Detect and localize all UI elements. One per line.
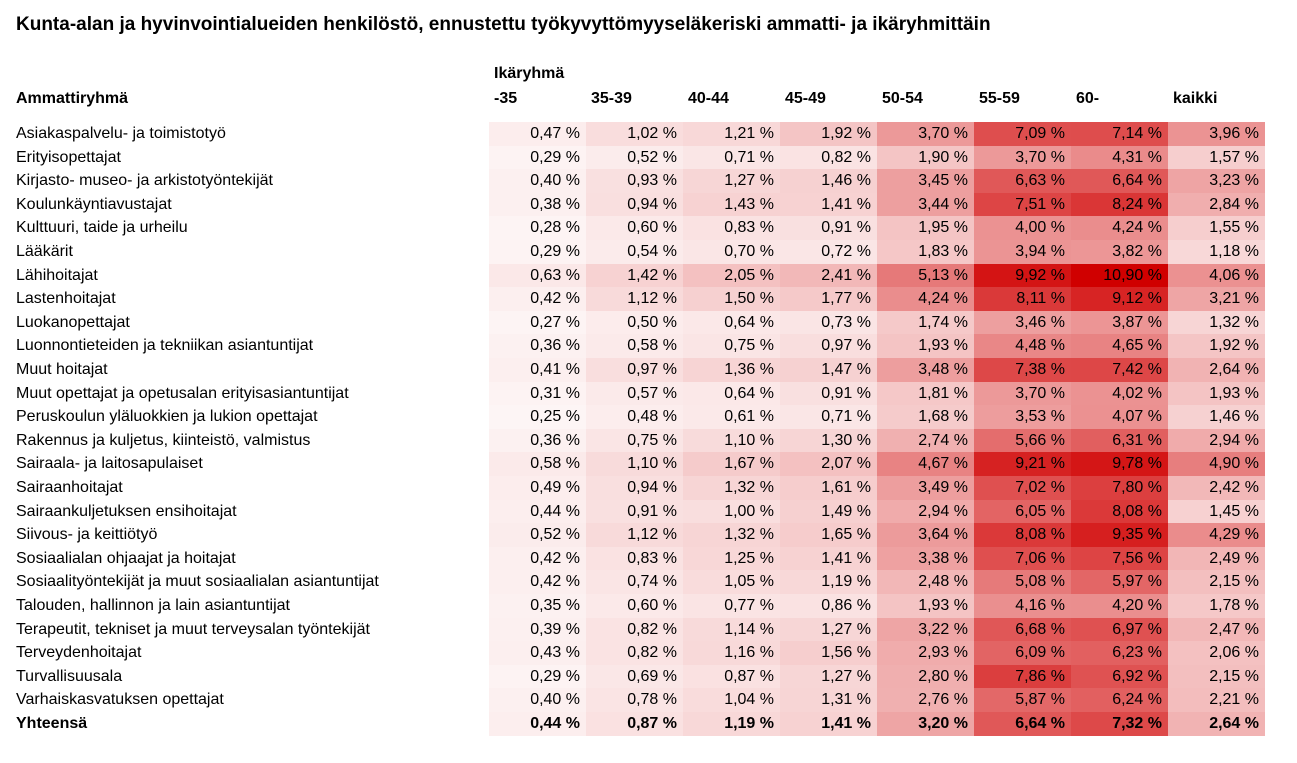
heatmap-cell: 3,87 % (1071, 311, 1168, 335)
heatmap-cell: 1,04 % (683, 688, 780, 712)
heatmap-cell: 0,75 % (683, 334, 780, 358)
heatmap-cell: 0,72 % (780, 240, 877, 264)
heatmap-cell: 3,70 % (877, 122, 974, 146)
heatmap-cell: 1,32 % (683, 476, 780, 500)
heatmap-cell: 6,31 % (1071, 429, 1168, 453)
row-label: Koulunkäyntiavustajat (16, 195, 172, 213)
heatmap-cell: 2,49 % (1168, 547, 1265, 571)
row-label: Peruskoulun yläluokkien ja lukion opettajat (16, 408, 318, 426)
heatmap-cell: 3,44 % (877, 193, 974, 217)
heatmap-cell: 0,49 % (489, 476, 586, 500)
heatmap-cell: 2,15 % (1168, 570, 1265, 594)
heatmap-cell: 2,93 % (877, 641, 974, 665)
heatmap-cell: 9,78 % (1071, 452, 1168, 476)
heatmap-cell: 0,64 % (683, 382, 780, 406)
heatmap-cell: 1,77 % (780, 287, 877, 311)
heatmap-cell: 1,46 % (780, 169, 877, 193)
row-label: Asiakaspalvelu- ja toimistotyö (16, 125, 226, 142)
heatmap-cell: 3,21 % (1168, 287, 1265, 311)
heatmap-cell: 5,66 % (974, 429, 1071, 453)
heatmap-cell: 6,64 % (1071, 169, 1168, 193)
heatmap-cell: 5,13 % (877, 264, 974, 288)
heatmap-cell: 1,05 % (683, 570, 780, 594)
heatmap-cell: 3,23 % (1168, 169, 1265, 193)
heatmap-cell: 7,80 % (1071, 476, 1168, 500)
heatmap-cell: 4,31 % (1071, 146, 1168, 170)
heatmap-cell: 6,24 % (1071, 688, 1168, 712)
heatmap-cell: 1,21 % (683, 122, 780, 146)
heatmap-cell: 0,47 % (489, 122, 586, 146)
row-label: Kirjasto- museo- ja arkistotyöntekijät (16, 172, 273, 190)
heatmap-cell: 1,10 % (586, 452, 683, 476)
heatmap-cell: 7,42 % (1071, 358, 1168, 382)
heatmap-cell: 0,52 % (586, 146, 683, 170)
heatmap-cell: 0,38 % (489, 193, 586, 217)
heatmap-cell: 2,42 % (1168, 476, 1265, 500)
heatmap-cell: 1,02 % (586, 122, 683, 146)
heatmap-cell: 2,05 % (683, 264, 780, 288)
heatmap-cell: 0,94 % (586, 193, 683, 217)
heatmap-cell: 2,15 % (1168, 665, 1265, 689)
heatmap-cell: 4,24 % (1071, 216, 1168, 240)
heatmap-cell: 6,09 % (974, 641, 1071, 665)
heatmap-cell: 1,56 % (780, 641, 877, 665)
total-cell: 0,87 % (586, 712, 683, 736)
heatmap-cell: 0,50 % (586, 311, 683, 335)
heatmap-cell: 2,80 % (877, 665, 974, 689)
heatmap-cell: 0,78 % (586, 688, 683, 712)
heatmap-cell: 2,47 % (1168, 618, 1265, 642)
heatmap-cell: 0,29 % (489, 665, 586, 689)
heatmap-cell: 0,83 % (586, 547, 683, 571)
row-label: Sosiaalialan ohjaajat ja hoitajat (16, 549, 236, 567)
heatmap-cell: 2,64 % (1168, 358, 1265, 382)
total-row-label: Yhteensä (16, 715, 88, 732)
heatmap-cell: 1,49 % (780, 500, 877, 524)
heatmap-cell: 1,93 % (877, 334, 974, 358)
heatmap-cell: 1,30 % (780, 429, 877, 453)
row-label: Muut opettajat ja opetusalan erityisasiantuntijat (16, 384, 349, 402)
heatmap-cell: 6,68 % (974, 618, 1071, 642)
heatmap-cell: 0,41 % (489, 358, 586, 382)
heatmap-cell: 0,42 % (489, 287, 586, 311)
heatmap-cell: 7,06 % (974, 547, 1071, 571)
heatmap-cell: 3,53 % (974, 405, 1071, 429)
heatmap-cell: 9,21 % (974, 452, 1071, 476)
row-label: Sairaanhoitajat (16, 479, 123, 496)
heatmap-cell: 1,46 % (1168, 405, 1265, 429)
heatmap-cell: 7,38 % (974, 358, 1071, 382)
row-label: Muut hoitajat (16, 361, 108, 378)
heatmap-cell: 0,71 % (683, 146, 780, 170)
age-group-label: Ikäryhmä (494, 65, 565, 82)
heatmap-cell: 4,48 % (974, 334, 1071, 358)
total-cell: 7,32 % (1071, 712, 1168, 736)
heatmap-cell: 2,94 % (877, 500, 974, 524)
heatmap-cell: 0,60 % (586, 216, 683, 240)
column-header: 45-49 (785, 90, 826, 107)
heatmap-cell: 0,60 % (586, 594, 683, 618)
heatmap-cell: 1,27 % (683, 169, 780, 193)
column-header: 55-59 (979, 90, 1020, 107)
heatmap-cell: 1,31 % (780, 688, 877, 712)
column-header: 35-39 (591, 90, 632, 107)
heatmap-cell: 6,92 % (1071, 665, 1168, 689)
heatmap-cell: 3,64 % (877, 523, 974, 547)
heatmap-cell: 0,42 % (489, 570, 586, 594)
row-label: Turvallisuusala (16, 667, 123, 685)
heatmap-cell: 7,09 % (974, 122, 1071, 146)
heatmap-cell: 0,29 % (489, 146, 586, 170)
column-header: 60- (1076, 90, 1100, 107)
heatmap-cell: 2,94 % (1168, 429, 1265, 453)
heatmap-cell: 0,69 % (586, 665, 683, 689)
heatmap-cell: 1,43 % (683, 193, 780, 217)
total-cell: 6,64 % (974, 712, 1071, 736)
heatmap-cell: 1,92 % (1168, 334, 1265, 358)
heatmap-cell: 2,07 % (780, 452, 877, 476)
row-label: Sosiaalityöntekijät ja muut sosiaalialan asiantuntijat (16, 573, 379, 591)
row-label: Erityisopettajat (16, 148, 121, 166)
heatmap-cell: 1,65 % (780, 523, 877, 547)
heatmap-cell: 4,16 % (974, 594, 1071, 618)
column-header: 50-54 (882, 90, 923, 107)
heatmap-cell: 1,18 % (1168, 240, 1265, 264)
heatmap-cell: 0,82 % (586, 641, 683, 665)
heatmap-cell: 3,96 % (1168, 122, 1265, 146)
heatmap-cell: 0,36 % (489, 334, 586, 358)
page-title: Kunta-alan ja hyvinvointialueiden henkilöstö, ennustettu työkyvyttömyyseläkeriski ammatti- ja ikäryhmittäin (16, 14, 991, 35)
row-label: Luokanopettajat (16, 313, 130, 331)
heatmap-cell: 1,14 % (683, 618, 780, 642)
heatmap-cell: 1,78 % (1168, 594, 1265, 618)
heatmap-cell: 3,49 % (877, 476, 974, 500)
heatmap-cell: 9,92 % (974, 264, 1071, 288)
heatmap-cell: 3,38 % (877, 547, 974, 571)
heatmap-cell: 1,00 % (683, 500, 780, 524)
heatmap-cell: 0,31 % (489, 382, 586, 406)
heatmap-cell: 0,28 % (489, 216, 586, 240)
heatmap-cell: 4,02 % (1071, 382, 1168, 406)
heatmap-cell: 2,76 % (877, 688, 974, 712)
heatmap-cell: 0,48 % (586, 405, 683, 429)
heatmap-cell: 4,90 % (1168, 452, 1265, 476)
heatmap-cell: 5,08 % (974, 570, 1071, 594)
heatmap-cell: 0,52 % (489, 523, 586, 547)
heatmap-cell: 0,82 % (586, 618, 683, 642)
row-label: Terveydenhoitajat (16, 644, 142, 662)
heatmap-cell: 1,45 % (1168, 500, 1265, 524)
row-header: Ammattiryhmä (16, 90, 129, 107)
heatmap-cell: 2,48 % (877, 570, 974, 594)
heatmap-cell: 1,90 % (877, 146, 974, 170)
heatmap-cell: 0,57 % (586, 382, 683, 406)
row-label: Siivous- ja keittiötyö (16, 526, 158, 544)
heatmap-cell: 0,61 % (683, 405, 780, 429)
heatmap-cell: 10,90 % (1071, 264, 1168, 288)
heatmap-cell: 1,42 % (586, 264, 683, 288)
heatmap-cell: 8,08 % (974, 523, 1071, 547)
heatmap-cell: 0,91 % (586, 500, 683, 524)
heatmap-cell: 0,75 % (586, 429, 683, 453)
heatmap-cell: 0,25 % (489, 405, 586, 429)
heatmap-cell: 0,64 % (683, 311, 780, 335)
heatmap-cell: 1,57 % (1168, 146, 1265, 170)
row-label: Lastenhoitajat (16, 290, 116, 308)
heatmap-cell: 7,02 % (974, 476, 1071, 500)
heatmap-cell: 5,87 % (974, 688, 1071, 712)
row-label: Terapeutit, tekniset ja muut terveysalan työntekijät (16, 620, 370, 638)
heatmap-cell: 4,24 % (877, 287, 974, 311)
heatmap-cell: 1,47 % (780, 358, 877, 382)
total-cell: 1,19 % (683, 712, 780, 736)
row-label: Lähihoitajat (16, 266, 98, 284)
heatmap-cell: 0,43 % (489, 641, 586, 665)
heatmap-cell: 0,44 % (489, 500, 586, 524)
total-cell: 3,20 % (877, 712, 974, 736)
heatmap-cell: 3,46 % (974, 311, 1071, 335)
heatmap-cell: 1,41 % (780, 193, 877, 217)
heatmap-cell: 3,70 % (974, 382, 1071, 406)
column-header: -35 (494, 90, 518, 107)
row-label: Rakennus ja kuljetus, kiinteistö, valmistus (16, 431, 311, 449)
heatmap-cell: 1,10 % (683, 429, 780, 453)
row-label: Sairaankuljetuksen ensihoitajat (16, 502, 237, 520)
heatmap-cell: 4,00 % (974, 216, 1071, 240)
heatmap-cell: 1,61 % (780, 476, 877, 500)
column-header: kaikki (1173, 90, 1218, 107)
heatmap-cell: 1,36 % (683, 358, 780, 382)
heatmap-cell: 1,25 % (683, 547, 780, 571)
heatmap-cell: 1,74 % (877, 311, 974, 335)
heatmap-cell: 6,97 % (1071, 618, 1168, 642)
heatmap-cell: 1,93 % (877, 594, 974, 618)
total-cell: 0,44 % (489, 712, 586, 736)
heatmap-cell: 1,93 % (1168, 382, 1265, 406)
heatmap-cell: 0,35 % (489, 594, 586, 618)
heatmap-cell: 0,74 % (586, 570, 683, 594)
total-cell: 1,41 % (780, 712, 877, 736)
heatmap-cell: 1,68 % (877, 405, 974, 429)
heatmap-cell: 2,06 % (1168, 641, 1265, 665)
heatmap-cell: 9,12 % (1071, 287, 1168, 311)
heatmap-cell: 4,29 % (1168, 523, 1265, 547)
heatmap-cell: 1,27 % (780, 665, 877, 689)
heatmap-cell: 1,32 % (683, 523, 780, 547)
heatmap-cell: 9,35 % (1071, 523, 1168, 547)
heatmap-cell: 8,08 % (1071, 500, 1168, 524)
total-cell: 2,64 % (1168, 712, 1265, 736)
heatmap-cell: 0,58 % (586, 334, 683, 358)
heatmap-cell: 3,94 % (974, 240, 1071, 264)
heatmap-cell: 3,48 % (877, 358, 974, 382)
row-label: Varhaiskasvatuksen opettajat (16, 691, 224, 709)
heatmap-cell: 3,70 % (974, 146, 1071, 170)
heatmap-cell: 3,22 % (877, 618, 974, 642)
heatmap-cell: 0,27 % (489, 311, 586, 335)
row-label: Talouden, hallinnon ja lain asiantuntijat (16, 597, 290, 614)
heatmap-cell: 1,55 % (1168, 216, 1265, 240)
heatmap-cell: 0,42 % (489, 547, 586, 571)
heatmap-cell: 0,91 % (780, 382, 877, 406)
heatmap-cell: 7,14 % (1071, 122, 1168, 146)
heatmap-cell: 2,74 % (877, 429, 974, 453)
heatmap-cell: 4,67 % (877, 452, 974, 476)
heatmap-cell: 6,63 % (974, 169, 1071, 193)
heatmap-cell: 0,40 % (489, 169, 586, 193)
heatmap-cell: 3,82 % (1071, 240, 1168, 264)
row-label: Kulttuuri, taide ja urheilu (16, 219, 188, 237)
heatmap-cell: 1,67 % (683, 452, 780, 476)
heatmap-cell: 3,45 % (877, 169, 974, 193)
heatmap-cell: 1,12 % (586, 523, 683, 547)
heatmap-cell: 1,16 % (683, 641, 780, 665)
heatmap-cell: 0,54 % (586, 240, 683, 264)
heatmap-cell: 2,84 % (1168, 193, 1265, 217)
heatmap-cell: 0,83 % (683, 216, 780, 240)
row-label: Lääkärit (16, 243, 73, 260)
heatmap-cell: 0,36 % (489, 429, 586, 453)
heatmap-cell: 0,40 % (489, 688, 586, 712)
heatmap-cell: 0,94 % (586, 476, 683, 500)
heatmap-cell: 0,93 % (586, 169, 683, 193)
heatmap-cell: 1,12 % (586, 287, 683, 311)
heatmap-cell: 4,07 % (1071, 405, 1168, 429)
heatmap-cell: 1,50 % (683, 287, 780, 311)
heatmap-cell: 1,83 % (877, 240, 974, 264)
heatmap-cell: 0,86 % (780, 594, 877, 618)
heatmap-cell: 0,77 % (683, 594, 780, 618)
heatmap-cell: 4,20 % (1071, 594, 1168, 618)
heatmap-cell: 0,97 % (780, 334, 877, 358)
heatmap-cell: 8,24 % (1071, 193, 1168, 217)
heatmap-cell: 7,86 % (974, 665, 1071, 689)
heatmap-cell: 0,70 % (683, 240, 780, 264)
heatmap-cell: 0,29 % (489, 240, 586, 264)
heatmap-cell: 1,27 % (780, 618, 877, 642)
heatmap-cell: 0,87 % (683, 665, 780, 689)
row-label: Sairaala- ja laitosapulaiset (16, 455, 203, 473)
heatmap-cell: 0,91 % (780, 216, 877, 240)
heatmap-cell: 1,19 % (780, 570, 877, 594)
heatmap-cell: 2,21 % (1168, 688, 1265, 712)
heatmap-cell: 1,92 % (780, 122, 877, 146)
heatmap-cell: 0,63 % (489, 264, 586, 288)
heatmap-cell: 5,97 % (1071, 570, 1168, 594)
heatmap-cell: 1,32 % (1168, 311, 1265, 335)
heatmap-cell: 7,51 % (974, 193, 1071, 217)
heatmap-cell: 1,41 % (780, 547, 877, 571)
heatmap-cell: 0,58 % (489, 452, 586, 476)
heatmap-cell: 0,39 % (489, 618, 586, 642)
heatmap-cell: 0,73 % (780, 311, 877, 335)
column-header: 40-44 (688, 90, 729, 107)
heatmap-cell: 0,97 % (586, 358, 683, 382)
heatmap-cell: 4,65 % (1071, 334, 1168, 358)
heatmap-cell: 7,56 % (1071, 547, 1168, 571)
heatmap-cell: 2,41 % (780, 264, 877, 288)
row-label: Luonnontieteiden ja tekniikan asiantuntijat (16, 337, 314, 355)
heatmap-cell: 1,95 % (877, 216, 974, 240)
heatmap-cell: 8,11 % (974, 287, 1071, 311)
heatmap-cell: 0,71 % (780, 405, 877, 429)
heatmap-cell: 1,81 % (877, 382, 974, 406)
heatmap-cell: 6,23 % (1071, 641, 1168, 665)
heatmap-cell: 6,05 % (974, 500, 1071, 524)
heatmap-cell: 0,82 % (780, 146, 877, 170)
heatmap-cell: 4,06 % (1168, 264, 1265, 288)
